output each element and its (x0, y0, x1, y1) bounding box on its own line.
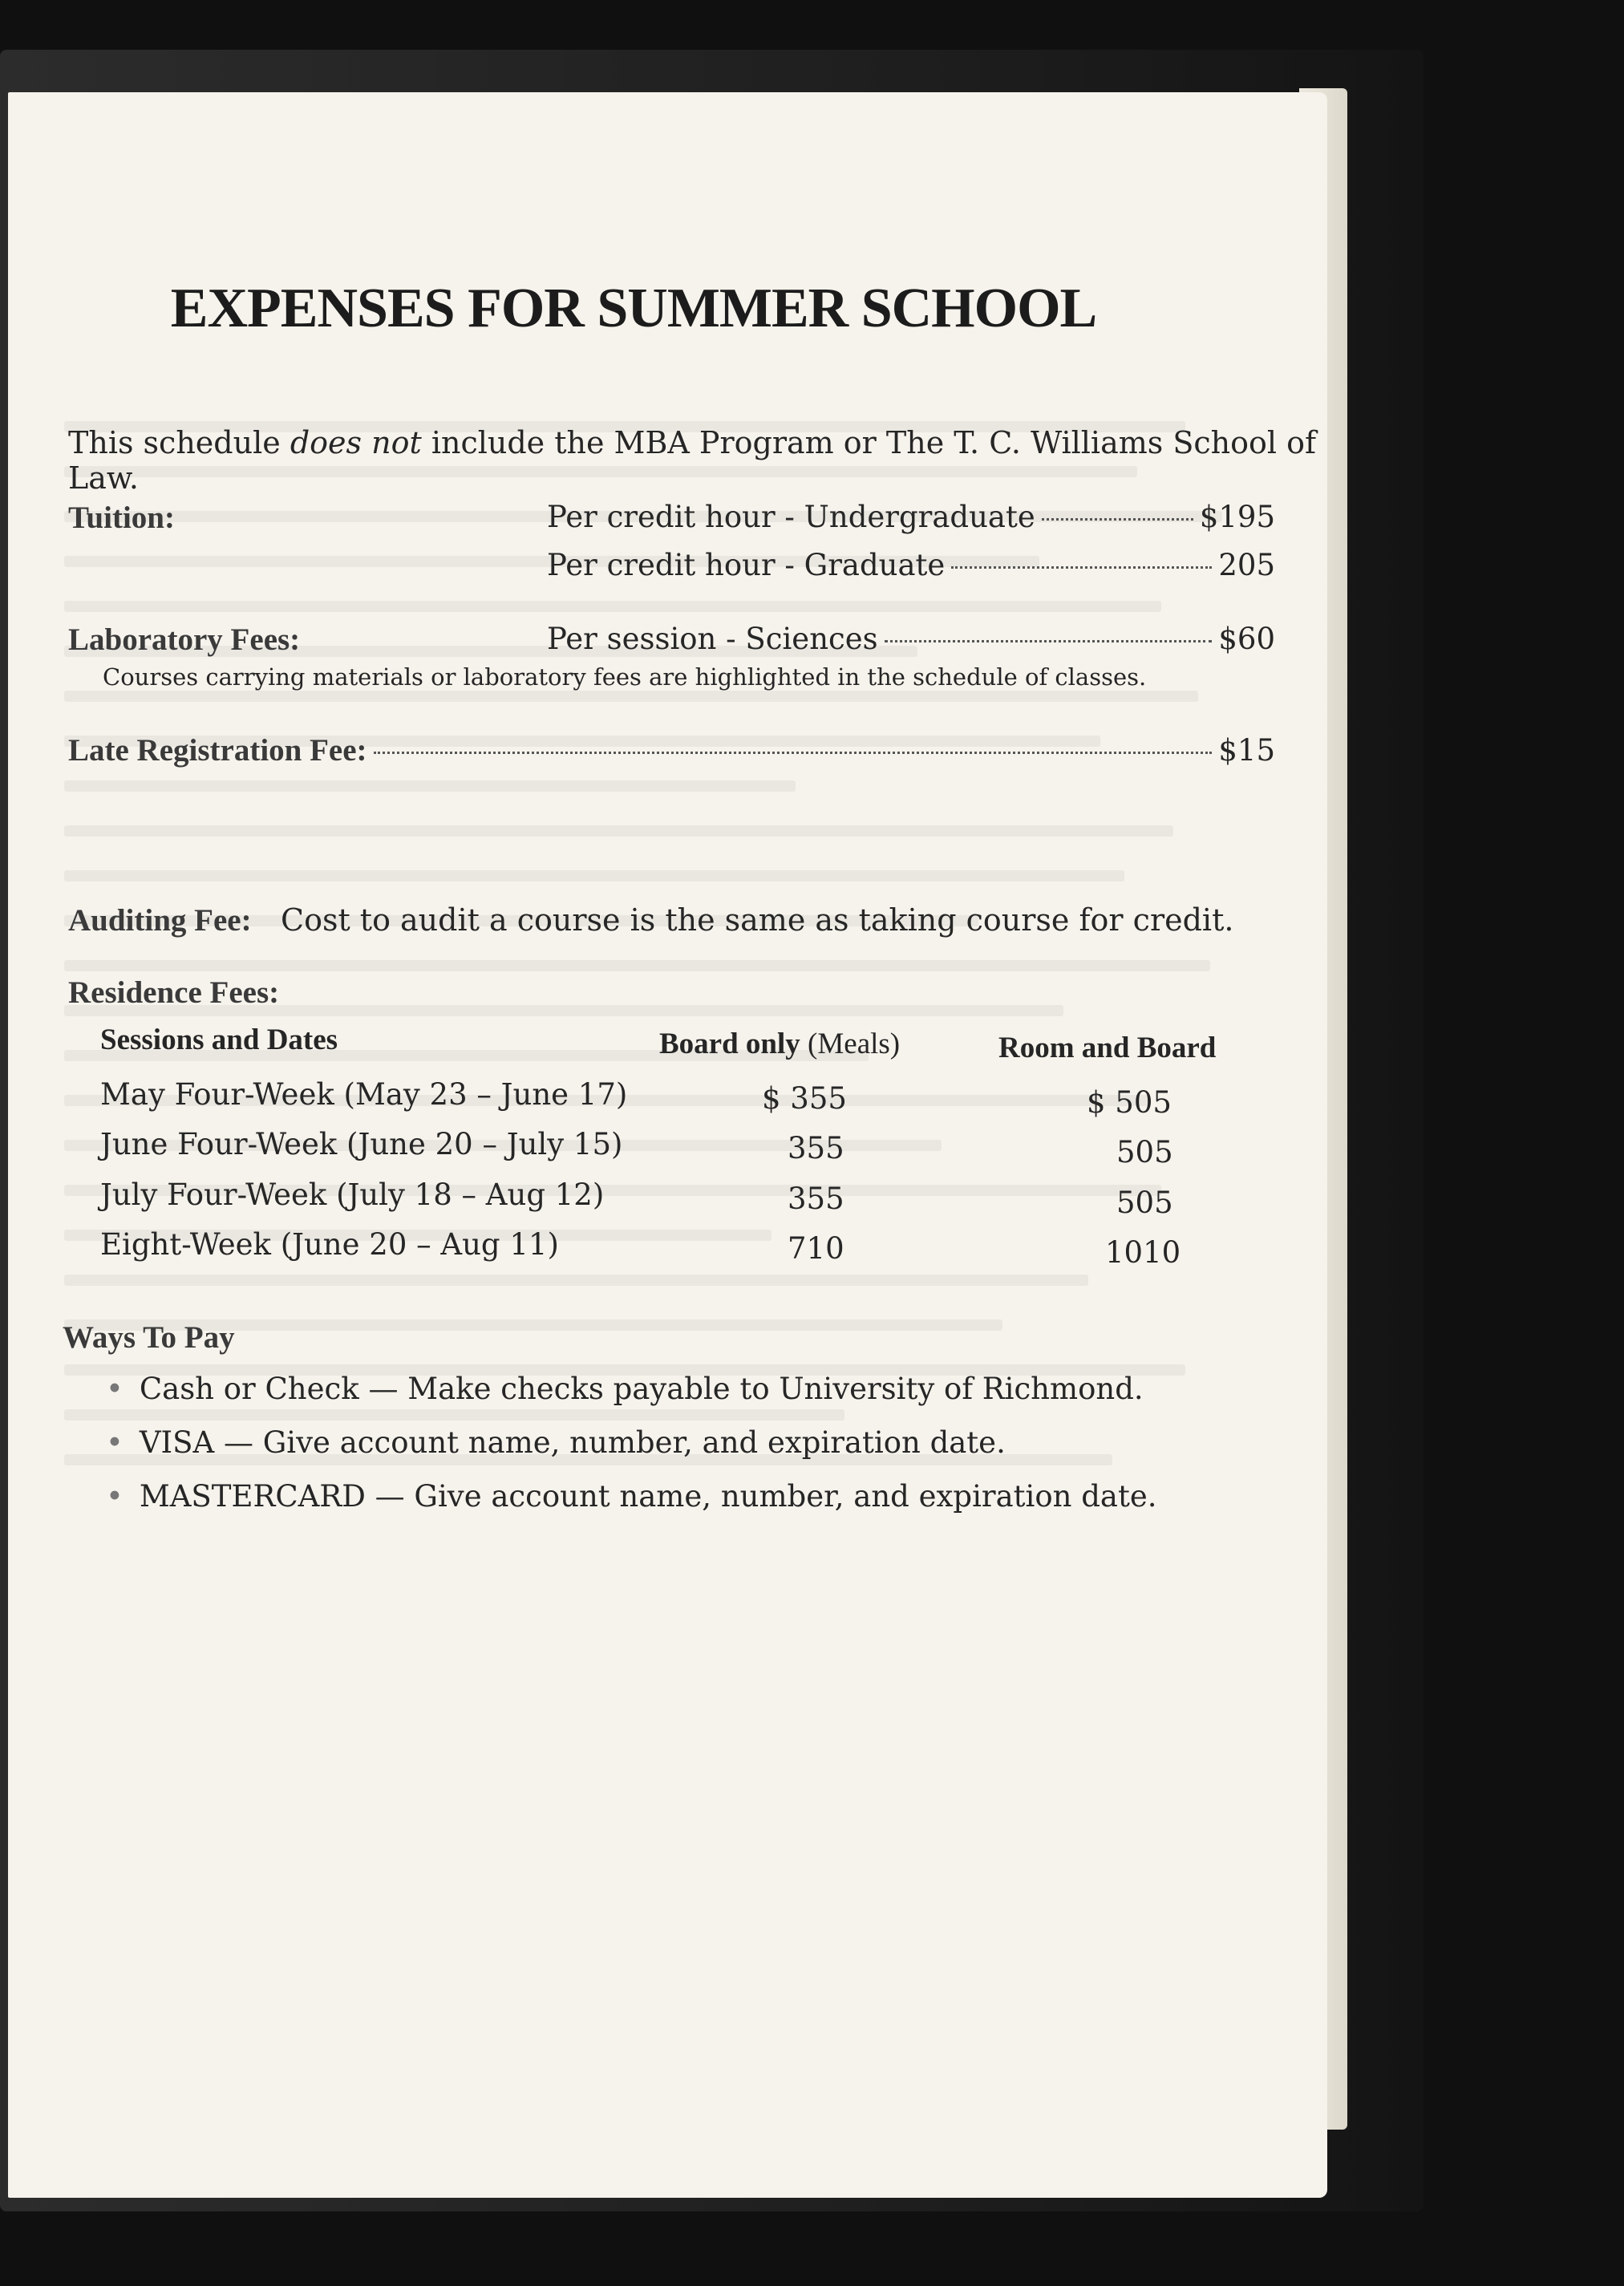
bullet-dot-icon: • (106, 1425, 124, 1460)
laboratory-amount: $60 (1218, 622, 1275, 656)
payment-option-text: MASTERCARD — Give account name, number, and expiration date. (139, 1479, 1157, 1514)
late-registration-label: Late Registration Fee: (68, 733, 367, 768)
board-only-header-note: (Meals) (800, 1027, 901, 1060)
intro-text-after: include the MBA Program or The T. C. Williams School of Law. (68, 425, 1317, 496)
leader-dots (374, 752, 1213, 754)
ways-to-pay-label: Ways To Pay (63, 1320, 235, 1355)
board-cell: 710 (788, 1231, 844, 1266)
auditing-text: Cost to audit a course is the same as taking course for credit. (281, 902, 1234, 938)
tuition-amount: $195 (1199, 500, 1275, 534)
bullet-dot-icon: • (106, 1479, 124, 1514)
laboratory-note: Courses carrying materials or laboratory fees are highlighted in the schedule of classes. (103, 663, 1147, 691)
tuition-row-undergraduate (547, 500, 1275, 534)
board-cell: $ 355 (762, 1081, 847, 1116)
payment-option (106, 1372, 1144, 1406)
payment-option (106, 1479, 1157, 1514)
late-registration-amount: $15 (1218, 733, 1275, 768)
intro-sentence (68, 425, 1327, 496)
laboratory-desc: Per session - Sciences (547, 622, 878, 656)
session-cell: July Four-Week (July 18 – Aug 12) (100, 1177, 605, 1212)
room-board-header: Room and Board (998, 1032, 1217, 1064)
leader-dots (951, 566, 1212, 569)
sessions-header: Sessions and Dates (100, 1023, 338, 1056)
intro-text-before: This schedule (68, 425, 290, 460)
tuition-desc: Per credit hour - Graduate (547, 548, 946, 582)
room-board-cell: $ 505 (1087, 1085, 1172, 1120)
leader-dots (885, 640, 1213, 642)
tuition-amount: 205 (1218, 548, 1275, 582)
room-board-cell: 1010 (1105, 1235, 1181, 1270)
bullet-dot-icon: • (106, 1372, 124, 1406)
page-title: EXPENSES FOR SUMMER SCHOOL (170, 278, 1097, 339)
bleed-through-text (64, 421, 1283, 2025)
residence-label: Residence Fees: (68, 975, 280, 1010)
tuition-label: Tuition: (68, 501, 175, 535)
session-cell: Eight-Week (June 20 – Aug 11) (100, 1227, 559, 1262)
intro-emphasis: does not (290, 425, 422, 460)
laboratory-row (547, 622, 1275, 656)
board-only-header-bold: Board only (659, 1027, 800, 1060)
laboratory-label: Laboratory Fees: (68, 622, 301, 657)
tuition-desc: Per credit hour - Undergraduate (547, 500, 1035, 534)
board-only-header (659, 1027, 900, 1061)
session-cell: June Four-Week (June 20 – July 15) (100, 1127, 623, 1161)
room-board-cell: 505 (1116, 1186, 1173, 1220)
auditing-label: Auditing Fee: (68, 903, 252, 938)
board-cell: 355 (788, 1131, 844, 1165)
session-cell: May Four-Week (May 23 – June 17) (100, 1077, 628, 1112)
room-board-cell: 505 (1116, 1135, 1173, 1169)
tuition-row-graduate (547, 548, 1275, 582)
late-registration-row (68, 732, 1275, 768)
document-page (8, 92, 1327, 2198)
board-cell: 355 (788, 1182, 844, 1216)
leader-dots (1042, 518, 1193, 521)
payment-option-text: VISA — Give account name, number, and expiration date. (139, 1425, 1006, 1460)
payment-option-text: Cash or Check — Make checks payable to University of Richmond. (139, 1372, 1144, 1406)
payment-option (106, 1425, 1006, 1460)
